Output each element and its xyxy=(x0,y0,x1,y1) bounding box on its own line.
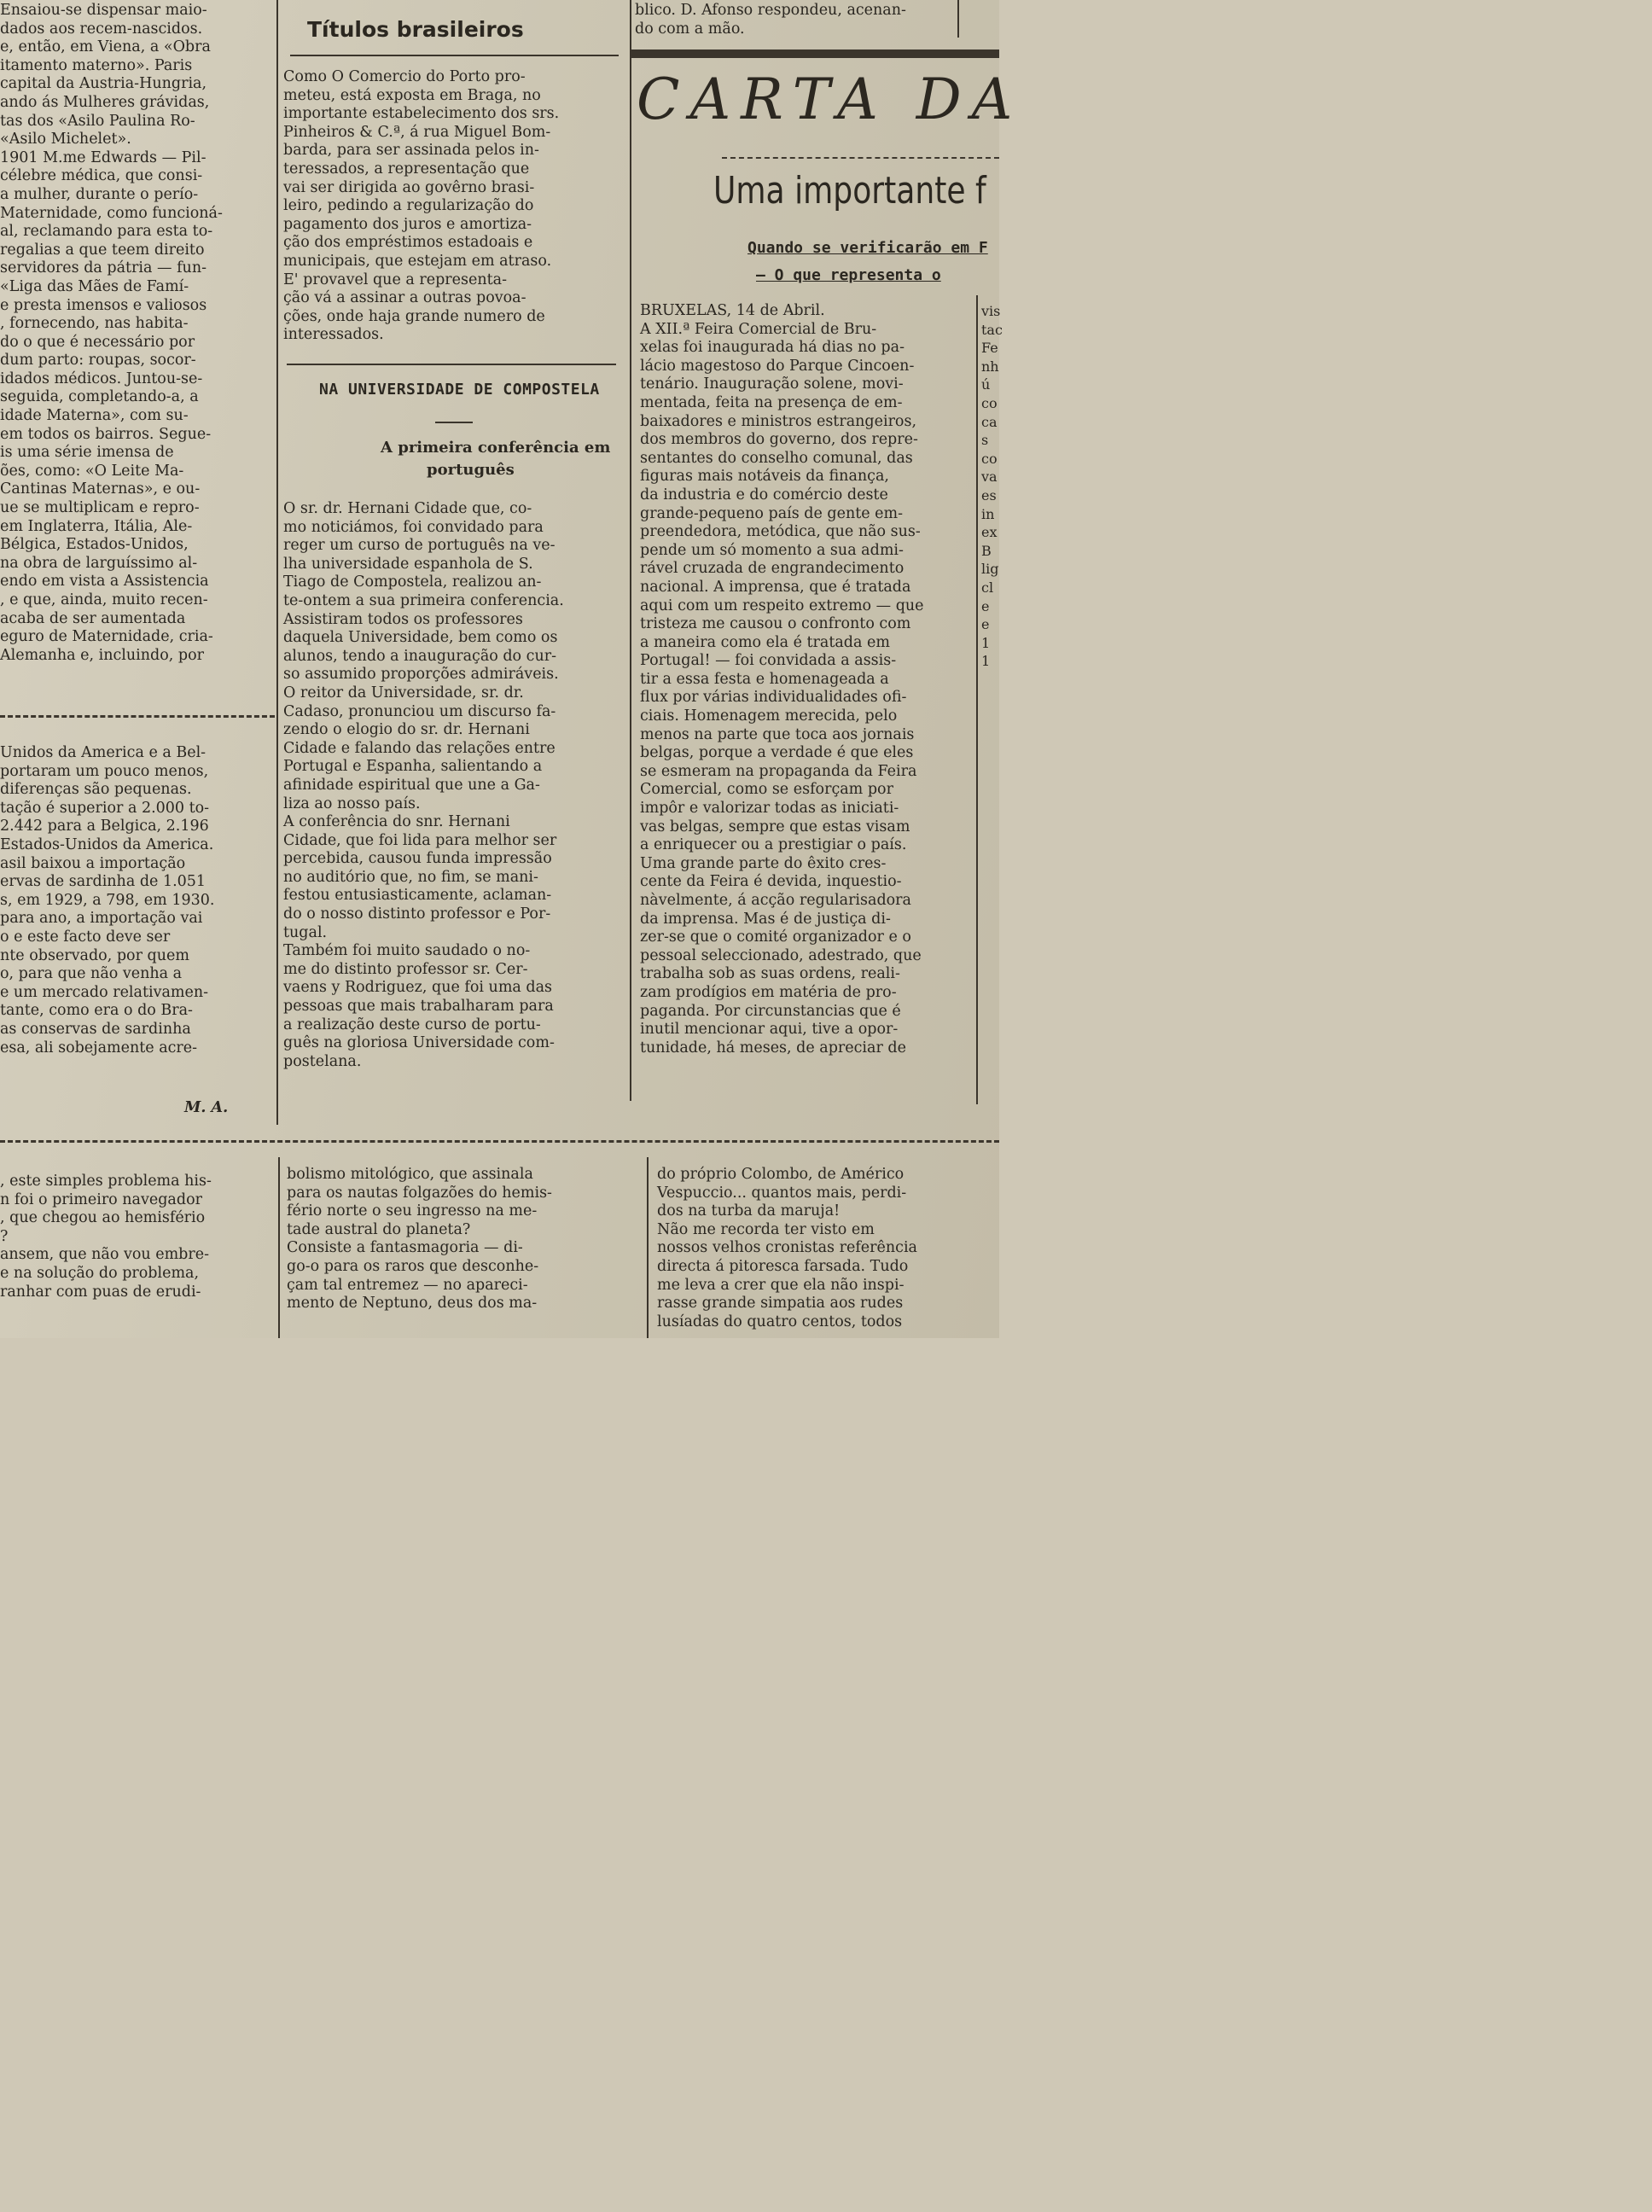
text-line: percebida, causou funda impressão xyxy=(283,850,552,868)
text-line: figuras mais notáveis da finança, xyxy=(640,468,889,486)
text-line: leiro, pedindo a regularização do xyxy=(283,197,534,215)
subheading-line1: A primeira conferência em xyxy=(381,439,611,457)
text-line: , que chegou ao hemisfério xyxy=(0,1209,206,1227)
right-top-rule xyxy=(957,0,959,38)
text-line: Também foi muito saudado o no- xyxy=(283,942,531,960)
text-fragment: e xyxy=(981,597,990,614)
left-column-lower xyxy=(0,744,271,1068)
text-fragment: e xyxy=(981,616,990,633)
bottom-right-column xyxy=(657,1166,999,1338)
deck-line-2: — O que representa o xyxy=(756,266,941,284)
text-line: inutil mencionar aqui, tive a opor- xyxy=(640,1021,899,1039)
text-line: vai ser dirigida ao govêrno brasi- xyxy=(283,178,535,196)
text-line: idade Materna», com su- xyxy=(0,407,189,425)
section-rule xyxy=(287,364,616,365)
text-line: lácio magestoso do Parque Cincoen- xyxy=(640,357,915,375)
section-heading: NA UNIVERSIDADE DE COMPOSTELA xyxy=(319,381,600,399)
text-fragment: 1 xyxy=(981,634,991,651)
text-line: rável cruzada de engrandecimento xyxy=(640,560,905,578)
text-line: idados médicos. Juntou-se- xyxy=(0,370,203,387)
heading-underline xyxy=(435,422,473,423)
titulos-body xyxy=(283,68,625,350)
text-line: tunidade, há meses, de apreciar de xyxy=(640,1039,906,1057)
text-line: servidores da pátria — fun- xyxy=(0,259,207,277)
right-edge-fragments xyxy=(981,302,1003,671)
text-line: Ensaiou-se dispensar maio- xyxy=(0,2,207,19)
text-line: em todos os bairros. Segue- xyxy=(0,425,212,443)
text-line: zendo o elogio do sr. dr. Hernani xyxy=(283,721,530,739)
text-line: Não me recorda ter visto em xyxy=(657,1220,875,1238)
text-line: reger um curso de português na ve- xyxy=(283,537,556,555)
text-line: capital da Austria-Hungria, xyxy=(0,75,207,93)
text-line: preendedora, metódica, que não sus- xyxy=(640,523,921,541)
text-line: e presta imensos e valiosos xyxy=(0,296,207,314)
text-line: liza ao nosso país. xyxy=(283,795,421,812)
text-line: belgas, porque a verdade é que eles xyxy=(640,744,914,762)
text-fragment: ca xyxy=(981,413,998,430)
text-line: vas belgas, sempre que estas visam xyxy=(640,818,910,835)
text-line: 1901 M.me Edwards — Pil- xyxy=(0,148,206,166)
text-line: Comercial, como se esforçam por xyxy=(640,781,893,799)
text-line: dados aos recem-nascidos. xyxy=(0,20,203,38)
text-line: tade austral do planeta? xyxy=(287,1220,471,1238)
text-line: directa á pitoresca farsada. Tudo xyxy=(657,1257,909,1275)
text-line: ansem, que não vou embre- xyxy=(0,1246,209,1264)
text-line: , e que, ainda, muito recen- xyxy=(0,591,208,608)
text-line: teressados, a representação que xyxy=(283,160,530,178)
text-line: tante, como era o do Bra- xyxy=(0,1002,193,1020)
text-line: lha universidade espanhola de S. xyxy=(283,555,533,573)
subheading-line2: português xyxy=(427,461,515,479)
text-line: diferenças são pequenas. xyxy=(0,781,192,799)
text-fragment: B xyxy=(981,542,992,559)
text-line: çam tal entremez — no apareci- xyxy=(287,1276,528,1294)
text-fragment: Fe xyxy=(981,340,998,357)
text-fragment: 1 xyxy=(981,653,991,670)
left-divider xyxy=(0,715,275,718)
bottom-rule-2 xyxy=(647,1157,649,1338)
text-line: Assistiram todos os professores xyxy=(283,610,523,628)
text-line: aqui com um respeito extremo — que xyxy=(640,597,924,614)
text-line: n foi o primeiro navegador xyxy=(0,1190,202,1208)
text-line: ranhar com puas de erudi- xyxy=(0,1283,201,1301)
text-line: go-o para os raros que desconhe- xyxy=(287,1257,539,1275)
text-line: Alemanha e, incluindo, por xyxy=(0,646,205,664)
text-line: pagamento dos juros e amortiza- xyxy=(283,215,532,233)
text-fragment: vis xyxy=(981,303,1001,319)
text-line: ões, como: «O Leite Ma- xyxy=(0,462,184,480)
text-fragment: in xyxy=(981,505,995,522)
text-fragment: nh xyxy=(981,358,999,375)
text-line: eguro de Maternidade, cria- xyxy=(0,628,213,646)
text-line: E' provavel que a representa- xyxy=(283,271,507,288)
text-line: dum parto: roupas, socor- xyxy=(0,352,196,370)
text-line: vaens y Rodriguez, que foi uma das xyxy=(283,979,553,997)
text-line: postelana. xyxy=(283,1052,362,1070)
column-rule-1 xyxy=(276,0,278,1125)
bottom-rule-1 xyxy=(278,1157,280,1338)
text-line: Uma grande parte do êxito cres- xyxy=(640,854,887,872)
text-line: Consiste a fantasmagoria — di- xyxy=(287,1239,523,1257)
text-line: O sr. dr. Hernani Cidade que, co- xyxy=(283,500,532,517)
text-line: da imprensa. Mas é de justiça di- xyxy=(640,910,891,928)
text-line: Tiago de Compostela, realizou an- xyxy=(283,573,542,591)
text-fragment: va xyxy=(981,469,998,486)
text-line: 2.442 para a Belgica, 2.196 xyxy=(0,818,209,835)
text-line: ções, onde haja grande numero de xyxy=(283,307,545,325)
text-line: ue se multiplicam e repro- xyxy=(0,499,200,517)
text-line: se esmeram na propaganda da Feira xyxy=(640,762,917,780)
bottom-left-text xyxy=(0,1173,273,1301)
text-line: para ano, a importação vai xyxy=(0,910,203,928)
text-line: da industria e do comércio deste xyxy=(640,486,888,504)
text-line: interessados. xyxy=(283,326,384,344)
titulos-text xyxy=(283,68,625,345)
bottom-middle-text xyxy=(287,1166,638,1313)
text-line: célebre médica, que consi- xyxy=(0,167,203,185)
text-line: acaba de ser aumentada xyxy=(0,609,186,627)
text-line: so assumido proporções admiráveis. xyxy=(283,666,559,684)
text-line: tação é superior a 2.000 to- xyxy=(0,799,210,817)
text-line: , este simples problema his- xyxy=(0,1173,212,1190)
bottom-left-column xyxy=(0,1173,273,1338)
text-line: bolismo mitológico, que assinala xyxy=(287,1166,533,1183)
article-title: Títulos brasileiros xyxy=(307,17,524,42)
text-line: xelas foi inaugurada há dias no pa- xyxy=(640,339,905,357)
text-line: do o que é necessário por xyxy=(0,333,195,351)
text-line: te-ontem a sua primeira conferencia. xyxy=(283,591,564,609)
text-line: «Asilo Michelet». xyxy=(0,131,131,148)
right-edge-column xyxy=(981,302,1003,1070)
text-line: alunos, tendo a inauguração do cur- xyxy=(283,647,556,665)
text-line: em Inglaterra, Itália, Ale- xyxy=(0,517,193,535)
text-fragment: lig xyxy=(981,561,999,578)
text-line: municipais, que estejam em atraso. xyxy=(283,252,552,270)
column-rule-2 xyxy=(630,0,631,1101)
text-line: Portugal e Espanha, salientando a xyxy=(283,758,543,776)
text-fragment: ex xyxy=(981,524,998,541)
text-line: pessoal seleccionado, adestrado, que xyxy=(640,946,922,964)
text-line: tenário. Inauguração solene, movi- xyxy=(640,375,904,393)
text-line: impôr e valorizar todas as iniciati- xyxy=(640,800,899,818)
text-line: regalias a que teem direito xyxy=(0,241,205,259)
text-line: e na solução do problema, xyxy=(0,1264,200,1282)
text-line: tas dos «Asilo Paulina Ro- xyxy=(0,112,195,130)
text-line: O reitor da Universidade, sr. dr. xyxy=(283,684,524,701)
text-fragment: co xyxy=(981,450,998,467)
left-column-text xyxy=(0,2,271,665)
text-line: me do distinto professor sr. Cer- xyxy=(283,960,528,978)
text-line: o e este facto deve ser xyxy=(0,928,171,946)
left-column xyxy=(0,2,271,695)
text-line: Unidos da America e a Bel- xyxy=(0,744,206,761)
signature: M. A. xyxy=(184,1099,229,1116)
bottom-middle-column xyxy=(287,1166,638,1338)
text-line: do próprio Colombo, de Américo xyxy=(657,1166,905,1183)
text-line: menos na parte que toca aos jornais xyxy=(640,725,915,743)
text-line: a enriquecer ou a prestigiar o país. xyxy=(640,836,907,854)
text-line: pende um só momento a sua admi- xyxy=(640,541,904,559)
text-line: Como O Comercio do Porto pro- xyxy=(283,68,526,85)
text-line: do com a mão. xyxy=(635,20,745,38)
text-line: A XII.ª Feira Comercial de Bru- xyxy=(640,320,877,338)
masthead-rule xyxy=(631,49,999,58)
text-line: ? xyxy=(0,1227,9,1245)
text-line: nàvelmente, á acção regularisadora xyxy=(640,892,911,909)
text-line: e um mercado relativamen- xyxy=(0,983,209,1001)
masthead-ornament-rule xyxy=(722,157,999,159)
text-line: fério norte o seu ingresso na me- xyxy=(287,1202,538,1220)
text-line: flux por várias individualidades ofi- xyxy=(640,689,907,707)
text-line: tugal. xyxy=(283,923,328,941)
text-line: cente da Feira é devida, inquestio- xyxy=(640,873,902,891)
text-line: Vespuccio... quantos mais, perdi- xyxy=(657,1184,907,1202)
text-line: endo em vista a Assistencia xyxy=(0,573,209,591)
text-line: afinidade espiritual que une a Ga- xyxy=(283,776,540,794)
text-line: o, para que não venha a xyxy=(0,965,183,983)
text-line: Portugal! — foi convidada a assis- xyxy=(640,652,897,670)
text-line: blico. D. Afonso respondeu, acenan- xyxy=(635,2,906,19)
text-fragment: es xyxy=(981,486,997,504)
carta-text xyxy=(640,302,978,1057)
text-line: mo noticiámos, foi convidado para xyxy=(283,518,544,536)
text-line: zam prodígios em matéria de pro- xyxy=(640,983,897,1001)
text-line: ando ás Mulheres grávidas, xyxy=(0,93,210,111)
text-line: is uma série imensa de xyxy=(0,444,174,462)
compostela-text xyxy=(283,500,628,1071)
text-line: ervas de sardinha de 1.051 xyxy=(0,873,206,891)
column-rule-3 xyxy=(976,295,978,1104)
text-line: nossos velhos cronistas referência xyxy=(657,1239,917,1257)
text-line: itamento materno». Paris xyxy=(0,56,193,74)
text-line: «Liga das Mães de Famí- xyxy=(0,277,189,295)
text-line: paganda. Por circunstancias que é xyxy=(640,1002,901,1020)
text-line: trabalha sob as suas ordens, reali- xyxy=(640,965,900,983)
text-line: s, em 1929, a 798, em 1930. xyxy=(0,891,215,909)
text-line: zer-se que o comité organizador e o xyxy=(640,928,911,946)
text-line: Pinheiros & C.ª, á rua Miguel Bom- xyxy=(283,123,551,141)
text-fragment: s xyxy=(981,432,989,449)
text-line: barda, para ser assinada pelos in- xyxy=(283,142,539,160)
text-line: portaram um pouco menos, xyxy=(0,762,209,780)
text-line: , fornecendo, nas habita- xyxy=(0,315,189,333)
text-line: pessoas que mais trabalharam para xyxy=(283,998,554,1016)
text-line: Cantinas Maternas», e ou- xyxy=(0,480,201,498)
text-line: ciais. Homenagem merecida, pelo xyxy=(640,707,898,725)
masthead: CARTA DA xyxy=(637,67,1023,132)
text-line: lusíadas do quatro centos, todos xyxy=(657,1313,903,1330)
carta-body xyxy=(640,302,978,1104)
text-line: no auditório que, no fim, se mani- xyxy=(283,868,538,886)
text-line: meteu, está exposta em Braga, no xyxy=(283,86,541,104)
text-line: grande-pequeno país de gente em- xyxy=(640,504,904,522)
bottom-right-text xyxy=(657,1166,999,1331)
text-line: na obra de larguíssimo al- xyxy=(0,554,198,572)
text-line: e, então, em Viena, a «Obra xyxy=(0,38,211,56)
title-rule xyxy=(290,55,619,56)
text-line: guês na gloriosa Universidade com- xyxy=(283,1034,555,1052)
text-line: Bélgica, Estados-Unidos, xyxy=(0,536,189,554)
text-line: importante estabelecimento dos srs. xyxy=(283,105,560,123)
text-line: mento de Neptuno, deus dos ma- xyxy=(287,1295,538,1313)
text-line: Maternidade, como funcioná- xyxy=(0,204,223,222)
text-line: asil baixou a importação xyxy=(0,854,186,872)
text-line: Cadaso, pronunciou um discurso fa- xyxy=(283,702,556,720)
newspaper-page xyxy=(0,0,1023,1338)
text-line: Cidade e falando das relações entre xyxy=(283,739,556,757)
text-fragment: cl xyxy=(981,579,994,596)
text-line: Cidade, que foi lida para melhor ser xyxy=(283,831,557,849)
text-line: nacional. A imprensa, que é tratada xyxy=(640,578,911,596)
text-fragment: co xyxy=(981,394,998,411)
text-line: seguida, completando-a, a xyxy=(0,388,199,406)
right-top-text xyxy=(635,2,959,39)
text-line: a realização deste curso de portu- xyxy=(283,1016,541,1033)
text-line: sentantes do conselho comunal, das xyxy=(640,449,913,467)
text-line: Estados-Unidos da America. xyxy=(0,835,214,853)
text-line: mentada, feita na presença de em- xyxy=(640,393,903,411)
text-line: BRUXELAS, 14 de Abril. xyxy=(640,302,825,319)
text-line: ção dos empréstimos estadoais e xyxy=(283,234,533,252)
text-line: ção vá a assinar a outras povoa- xyxy=(283,289,526,307)
text-line: baixadores e ministros estrangeiros, xyxy=(640,412,917,430)
text-line: tir a essa festa e homenageada a xyxy=(640,670,889,688)
text-line: a maneira como ela é tratada em xyxy=(640,633,890,651)
text-line: rasse grande simpatia aos rudes xyxy=(657,1295,904,1313)
bottom-divider xyxy=(0,1140,999,1143)
text-line: tristeza me causou o confronto com xyxy=(640,615,911,633)
text-line: al, reclamando para esta to- xyxy=(0,223,213,241)
text-fragment: ú xyxy=(981,376,991,393)
text-line: dos na turba da maruja! xyxy=(657,1202,841,1220)
right-top-lines xyxy=(635,2,959,38)
text-line: me leva a crer que ela não inspi- xyxy=(657,1276,905,1294)
text-line: do o nosso distinto professor e Por- xyxy=(283,905,551,923)
headline: Uma importante f xyxy=(713,169,986,212)
text-line: para os nautas folgazões do hemis- xyxy=(287,1184,552,1202)
left-column-lower-text xyxy=(0,744,271,1057)
text-line: a mulher, durante o perío- xyxy=(0,185,199,203)
text-line: daquela Universidade, bem como os xyxy=(283,629,558,647)
text-fragment: tac xyxy=(981,321,1003,338)
compostela-body xyxy=(283,500,628,1115)
text-line: festou entusiasticamente, aclaman- xyxy=(283,887,552,905)
text-line: esa, ali sobejamente acre- xyxy=(0,1039,198,1057)
text-line: nte observado, por quem xyxy=(0,946,189,964)
text-line: as conservas de sardinha xyxy=(0,1020,191,1038)
text-line: A conferência do snr. Hernani xyxy=(283,813,510,831)
deck-line-1: Quando se verificarão em F xyxy=(747,239,988,257)
text-line: dos membros do governo, dos repre- xyxy=(640,431,918,449)
